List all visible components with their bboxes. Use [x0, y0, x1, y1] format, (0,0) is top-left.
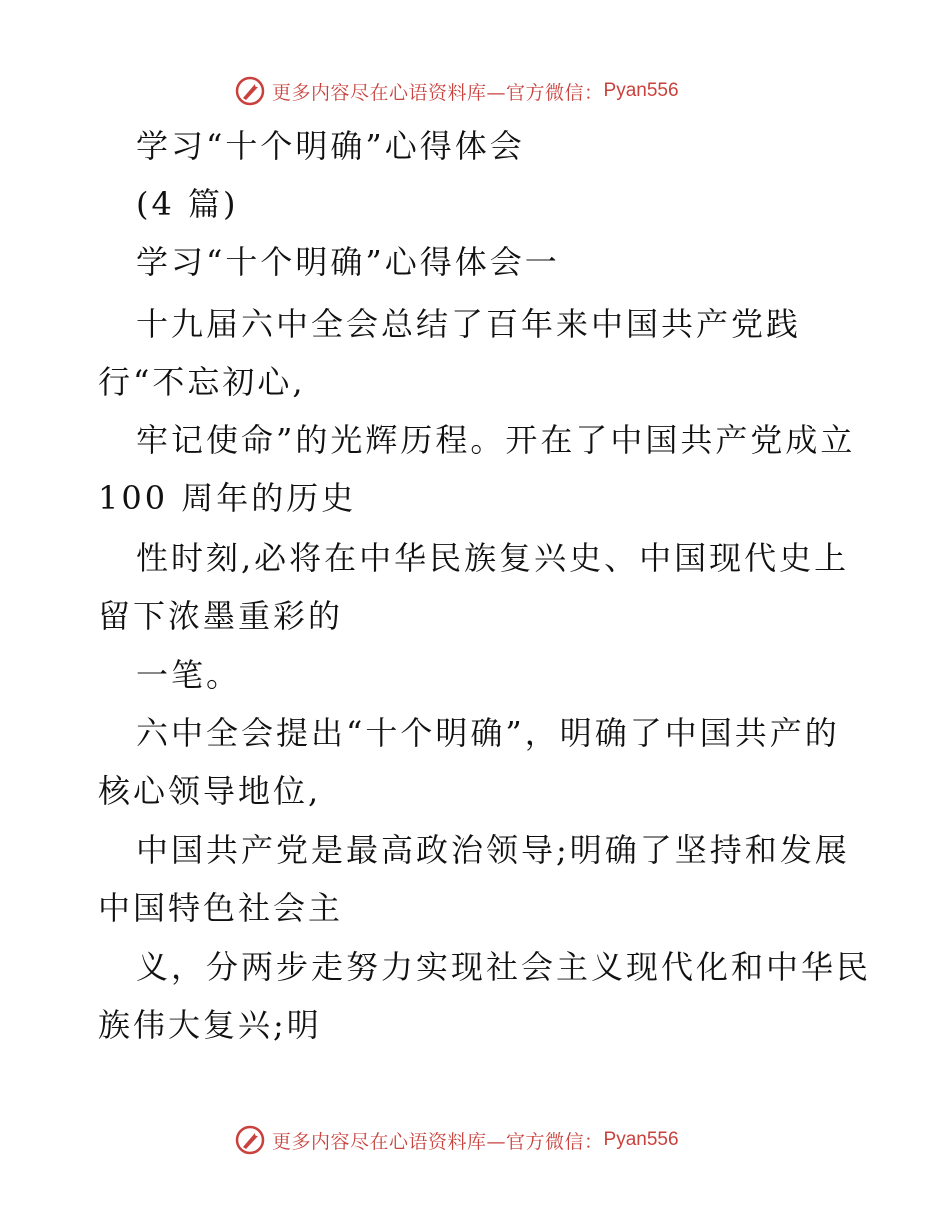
- text-line: 六中全会提出“十个明确”，明确了中国共产的: [136, 714, 840, 752]
- text-line: 十九届六中全会总结了百年来中国共产党践: [136, 305, 802, 343]
- text-line: 100 周年的历史: [98, 479, 357, 517]
- banner-text: 更多内容尽在心语资料库—官方微信：: [272, 81, 604, 104]
- banner-account: Pyan556: [603, 80, 679, 101]
- document-title: 学习“十个明确”心得体会: [136, 127, 525, 165]
- text-line: 义，分两步走努力实现社会主义现代化和中华民: [136, 948, 872, 986]
- text-line: 核心领导地位,: [98, 772, 322, 810]
- text-line: 留下浓墨重彩的: [98, 597, 344, 635]
- pen-logo-icon: [234, 1124, 266, 1156]
- banner-account: Pyan556: [603, 1129, 679, 1150]
- text-line: 行“不忘初心,: [98, 363, 306, 401]
- text-line: 中国特色社会主: [98, 889, 344, 927]
- document-subtitle: (4 篇): [136, 185, 239, 223]
- text-line: 性时刻,必将在中华民族复兴史、中国现代史上: [136, 539, 850, 577]
- text-line: 一笔。: [136, 656, 242, 694]
- text-line: 族伟大复兴;明: [98, 1006, 322, 1044]
- text-line: 中国共产党是最高政治领导;明确了坚持和发展: [136, 831, 850, 869]
- banner-text: 更多内容尽在心语资料库—官方微信：: [272, 1130, 604, 1153]
- footer-banner: [234, 1123, 679, 1157]
- text-line: 牢记使命”的光辉历程。开在了中国共产党成立: [136, 421, 856, 459]
- section-heading: 学习“十个明确”心得体会一: [136, 243, 560, 281]
